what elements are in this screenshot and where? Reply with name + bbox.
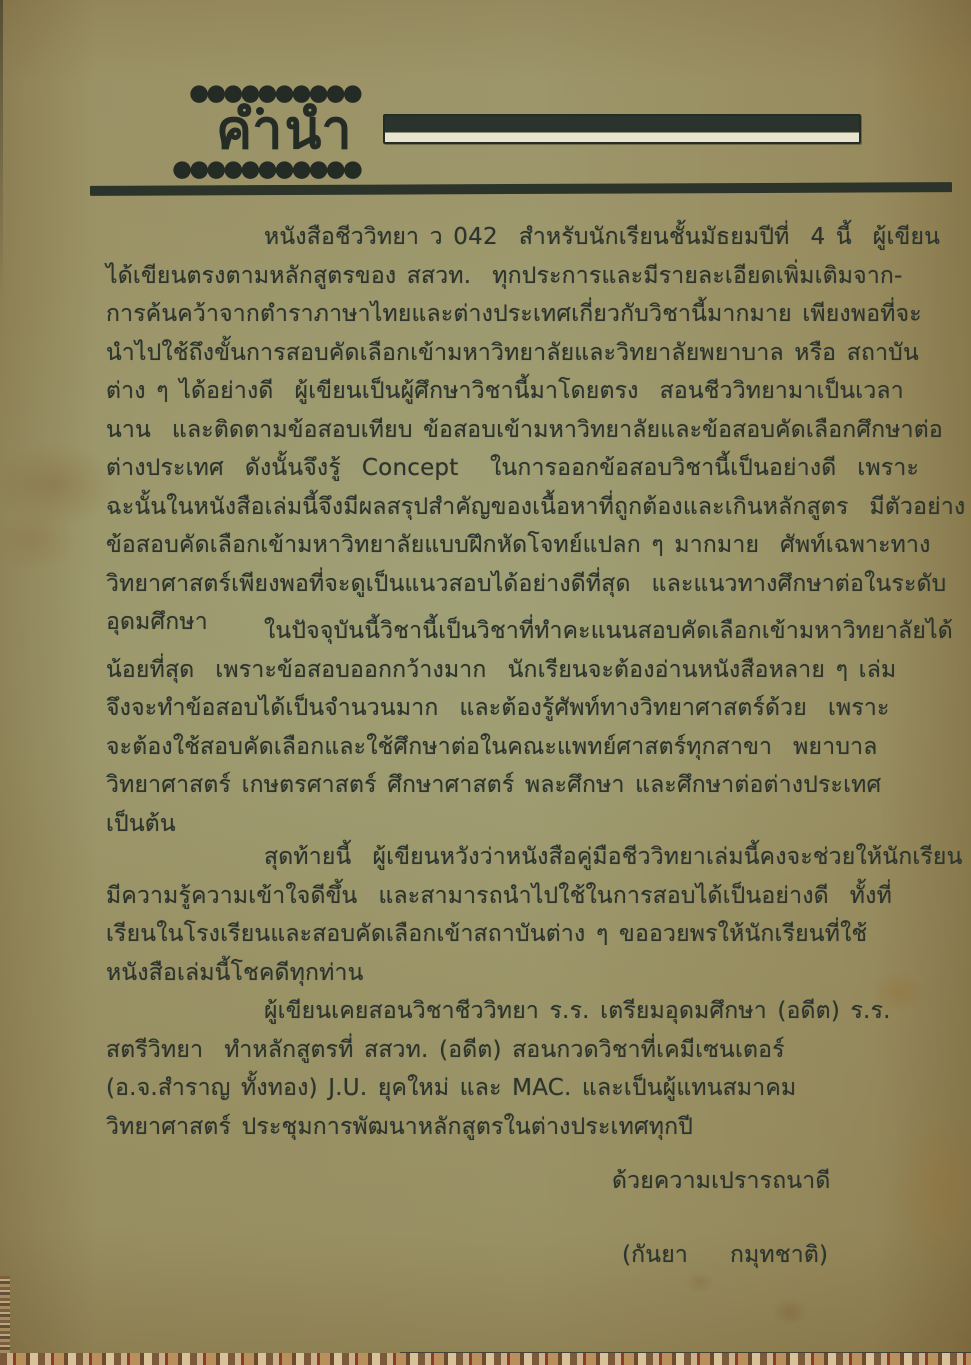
text-line: หนังสือชีววิทยา ว 042 สำหรับนักเรียนชั้นมัธยมปีที่ 4 นี้ ผู้เขียน — [264, 224, 941, 250]
text-line: ต่าง ๆ ได้อย่างดี ผู้เขียนเป็นผู้ศึกษาวิชานี้มาโดยตรง สอนชีววิทยามาเป็นเวลา — [106, 378, 904, 404]
paragraph-1 — [106, 218, 966, 642]
header-rule — [90, 182, 952, 196]
paragraph-3 — [106, 838, 963, 992]
text-line: ข้อสอบคัดเลือกเข้ามหาวิทยาลัยแบบฝึกหัดโจทย์แปลก ๆ มากมาย ศัพท์เฉพาะทาง — [106, 532, 931, 558]
page-title: คำนำ — [216, 98, 354, 161]
text-line: นาน และติดตามข้อสอบเทียบ ข้อสอบเข้ามหาวิทยาลัยและข้อสอบคัดเลือกศึกษาต่อ — [106, 416, 943, 443]
header-ribbon-bar — [383, 114, 861, 144]
text-line: ในปัจจุบันนี้วิชานี้เป็นวิชาที่ทำคะแนนสอบคัดเลือกเข้ามหาวิทยาลัยได้ — [264, 618, 953, 644]
paragraph-2 — [106, 612, 953, 843]
header-dots-bottom: ●●●●●●●●●●● — [172, 156, 360, 182]
text-line: วิทยาศาสตร์ ประชุมการพัฒนาหลักสูตรในต่างประเทศทุกปี — [106, 1113, 694, 1140]
text-line: นำไปใช้ถึงขั้นการสอบคัดเลือกเข้ามหาวิทยาลัยและวิทยาลัยพยาบาล หรือ สถาบัน — [106, 339, 919, 366]
text-line: จะต้องใช้สอบคัดเลือกและใช้ศึกษาต่อในคณะแพทย์ศาสตร์ทุกสาขา พยาบาล — [106, 733, 878, 760]
scan-edge-stripes-left — [0, 1276, 10, 1365]
text-line: ฉะนั้นในหนังสือเล่มนี้จึงมีผลสรุปสำคัญของเนื้อหาที่ถูกต้องและเกินหลักสูตร มีตัวอย่าง — [106, 493, 966, 520]
text-line: เรียนในโรงเรียนและสอบคัดเลือกเข้าสถาบันต่าง ๆ ขออวยพรให้นักเรียนที่ใช้ — [106, 921, 868, 947]
text-line: น้อยที่สุด เพราะข้อสอบออกกว้างมาก นักเรียนจะต้องอ่านหนังสือหลาย ๆ เล่ม — [106, 656, 897, 683]
text-line: วิทยาศาสตร์ เกษตรศาสตร์ ศึกษาศาสตร์ พละศึกษา และศึกษาต่อต่างประเทศ — [106, 772, 882, 798]
text-line: ได้เขียนตรงตามหลักสูตรของ สสวท. ทุกประการและมีรายละเอียดเพิ่มเติมจาก- — [106, 262, 903, 289]
paragraph-4 — [106, 992, 891, 1146]
text-line: จึงจะทำข้อสอบได้เป็นจำนวนมาก และต้องรู้ศัพท์ทางวิทยาศาสตร์ด้วย เพราะ — [106, 695, 890, 721]
text-line: วิทยาศาสตร์เพียงพอที่จะดูเป็นแนวสอบได้อย่างดีที่สุด และแนวทางศึกษาต่อในระดับ — [106, 570, 947, 597]
text-line: (อ.จ.สำราญ ทั้งทอง) J.U. ยุคใหม่ และ MAC. และเป็นผู้แทนสมาคม — [106, 1075, 797, 1101]
scan-edge-stripes-bottom — [0, 1353, 971, 1365]
text-line: เป็นต้น — [106, 810, 176, 837]
text-line: มีความรู้ความเข้าใจดีขึ้น และสามารถนำไปใช้ในการสอบได้เป็นอย่างดี ทั้งที่ — [106, 882, 892, 909]
scan-edge-left — [0, 0, 3, 300]
text-line: หนังสือเล่มนี้โชคดีทุกท่าน — [106, 959, 364, 986]
text-line: การค้นคว้าจากตำราภาษาไทยและต่างประเทศเกี่ยวกับวิชานี้มากมาย เพียงพอที่จะ — [106, 301, 922, 327]
text-line: ต่างประเทศ ดังนั้นจึงรู้ Concept ในการออกข้อสอบวิชานี้เป็นอย่างดี เพราะ — [106, 455, 920, 481]
text-line: อุดมศึกษา — [106, 609, 208, 635]
closing-salutation: ด้วยความเปรารถนาดี — [612, 1168, 831, 1194]
header-dots-top: ●●●●●●●●●● — [189, 80, 360, 106]
text-line: ผู้เขียนเคยสอนวิชาชีววิทยา ร.ร. เตรียมอุดมศึกษา (อดีต) ร.ร. — [264, 998, 891, 1024]
text-line: สตรีวิทยา ทำหลักสูตรที่ สสวท. (อดีต) สอนกวดวิชาที่เคมีเซนเตอร์ — [106, 1036, 785, 1063]
text-line: สุดท้ายนี้ ผู้เขียนหวังว่าหนังสือคู่มือชีววิทยาเล่มนี้คงจะช่วยให้นักเรียน — [264, 844, 963, 870]
signature-line: (กันยา กมุทชาติ) — [622, 1242, 829, 1268]
